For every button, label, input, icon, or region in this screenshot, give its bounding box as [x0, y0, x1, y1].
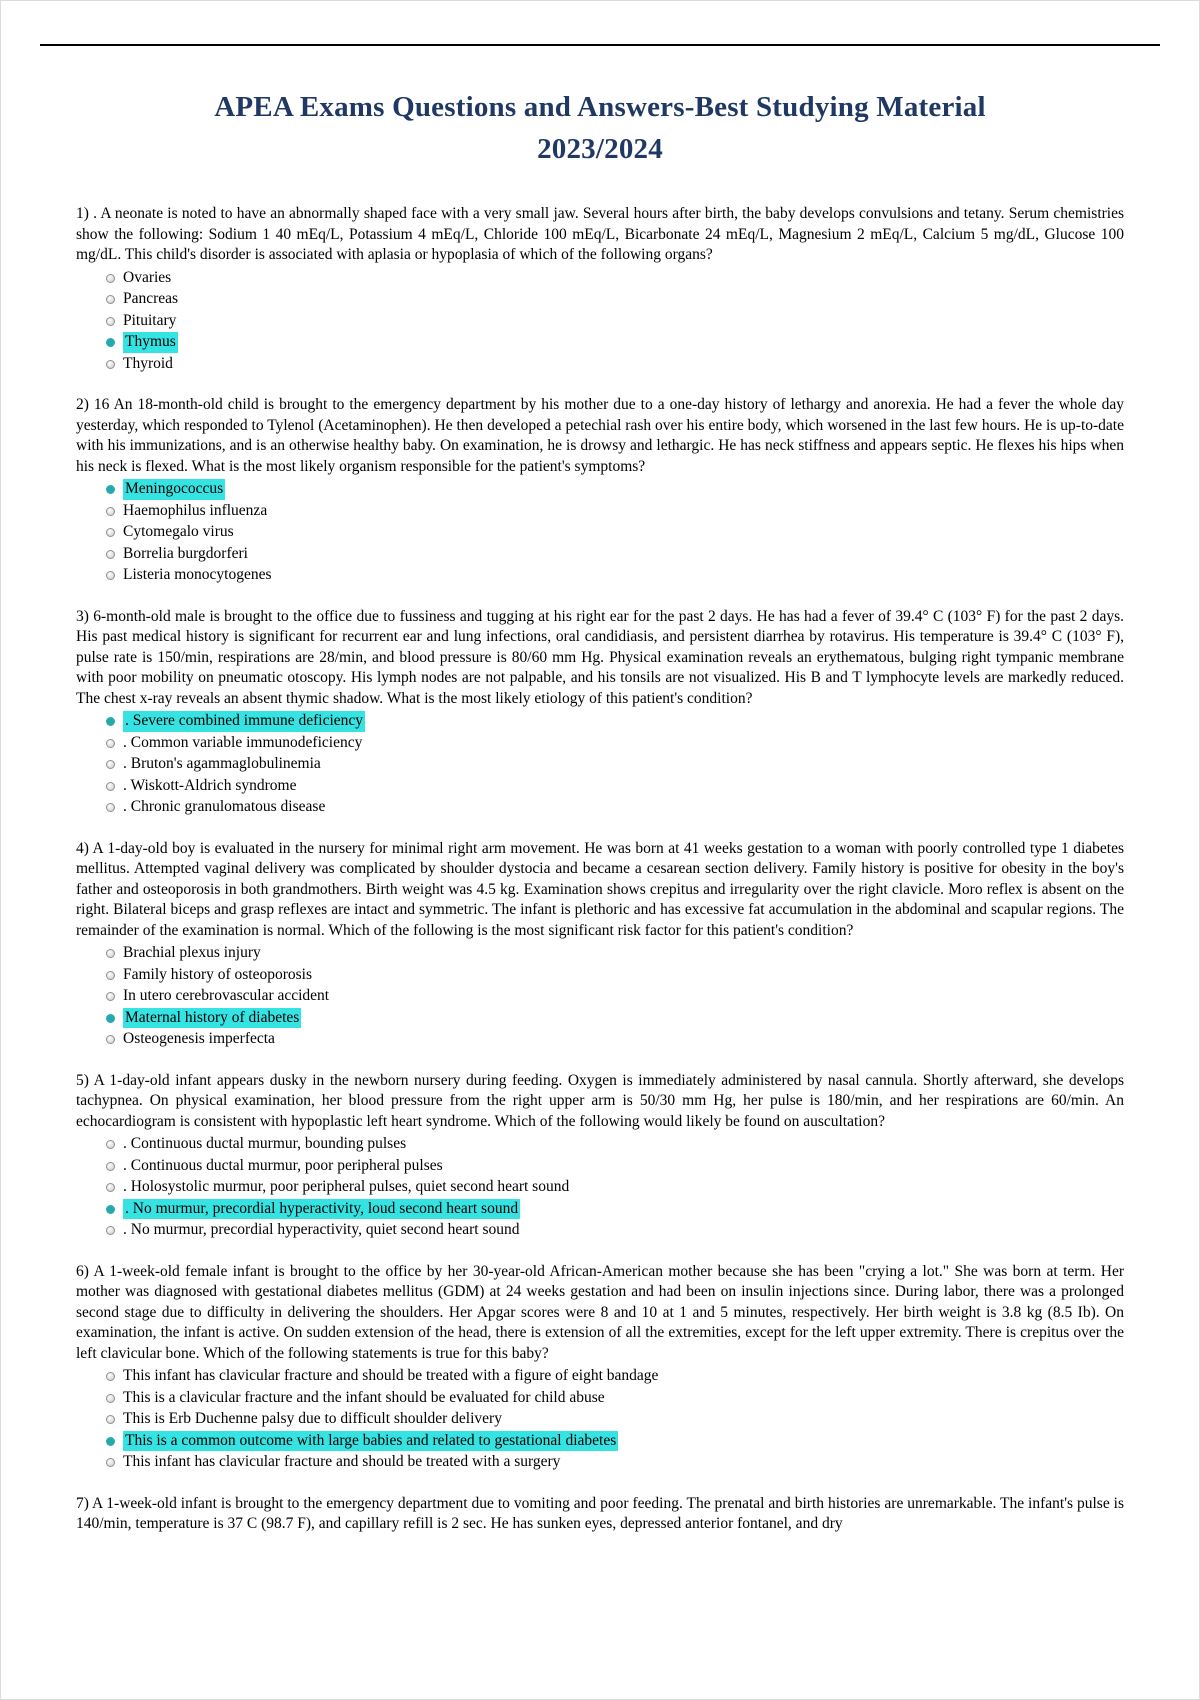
question-text: 5) A 1-day-old infant appears dusky in the newborn nursery during feeding. Oxygen is immediately administered by nasal cannula. Shortly afterward, she develops tachypnea. On physical examination, her blood pressure from the right upper arm is 50/30 mm Hg, her pulse is 180/min, and her respirations are 60/min. An echocardiogram is consistent with hypoplastic left heart syndrome. Which of the following would likely be found on auscultation?: [76, 1071, 1124, 1130]
answer-option[interactable]: [76, 1029, 1124, 1050]
question-text: 1) . A neonate is noted to have an abnormally shaped face with a very small jaw. Several hours after birth, the baby develops convulsions and tetany. Serum chemistries show the following: Sodium 1 40 mEq/L, Potassium 4 mEq/L, Chloride 100 mEq/L, Bicarbonate 24 mEq/L, Magnesium 2 mEq/L, Calcium 5 mg/dL, Glucose 100 mg/dL. This child's disorder is associated with aplasia or hypoplasia of which of the following organs?: [76, 205, 1124, 264]
radio-button-icon[interactable]: [106, 1140, 115, 1149]
answer-option[interactable]: [76, 965, 1124, 986]
options-list: [76, 268, 1124, 375]
radio-button-icon[interactable]: [106, 1183, 115, 1192]
answer-option[interactable]: [76, 354, 1124, 375]
question-block: [76, 839, 1124, 1050]
answer-option[interactable]: [76, 1409, 1124, 1430]
question-block: [76, 1262, 1124, 1473]
option-label: . Severe combined immune deficiency: [123, 711, 365, 732]
answer-option[interactable]: [76, 1199, 1124, 1220]
radio-button-icon[interactable]: [106, 992, 115, 1001]
radio-button-icon[interactable]: [106, 485, 115, 494]
answer-option[interactable]: [76, 776, 1124, 797]
answer-option[interactable]: [76, 797, 1124, 818]
question-block: [76, 1071, 1124, 1241]
radio-button-icon[interactable]: [106, 1035, 115, 1044]
radio-button-icon[interactable]: [106, 1162, 115, 1171]
radio-button-icon[interactable]: [106, 1226, 115, 1235]
answer-option[interactable]: [76, 986, 1124, 1007]
option-label: . Wiskott-Aldrich syndrome: [123, 776, 297, 794]
radio-button-icon[interactable]: [106, 1014, 115, 1023]
radio-button-icon[interactable]: [106, 550, 115, 559]
answer-option[interactable]: [76, 1366, 1124, 1387]
option-label: This is a clavicular fracture and the infant should be evaluated for child abuse: [123, 1388, 605, 1406]
option-label: Listeria monocytogenes: [123, 566, 272, 584]
questions-container: [76, 204, 1124, 1535]
question-block: [76, 1494, 1124, 1535]
options-list: [76, 711, 1124, 818]
option-label: Meningococcus: [123, 479, 225, 500]
question-block: [76, 395, 1124, 586]
answer-option[interactable]: [76, 311, 1124, 332]
answer-option[interactable]: [76, 943, 1124, 964]
option-label: Haemophilus influenza: [123, 501, 268, 519]
question-block: [76, 204, 1124, 374]
option-label: . No murmur, precordial hyperactivity, quiet second heart sound: [123, 1221, 520, 1239]
option-label: Brachial plexus injury: [123, 944, 261, 962]
answer-option[interactable]: [76, 1156, 1124, 1177]
question-text: 4) A 1-day-old boy is evaluated in the nursery for minimal right arm movement. He was born at 41 weeks gestation to a woman with poorly controlled type 1 diabetes mellitus. Attempted vaginal delivery was complicated by shoulder dystocia and became a cesarean section delivery. Family history is positive for obesity in the boy's father and osteoporosis in both grandmothers. Birth weight was 4.5 kg. Examination shows crepitus and irregularity over the right clavicle. Moro reflex is absent on the right. Bilateral biceps and grasp reflexes are intact and symmetric. The infant is plethoric and has excessive fat accumulation in the abdominal and scapular regions. The remainder of the examination is normal. Which of the following is the most significant risk factor for this patient's condition?: [76, 839, 1124, 939]
radio-button-icon[interactable]: [106, 782, 115, 791]
answer-option[interactable]: [76, 1388, 1124, 1409]
option-label: Thyroid: [123, 354, 173, 372]
option-label: Cytomegalo virus: [123, 523, 234, 541]
option-label: Pancreas: [123, 290, 179, 308]
option-label: . Chronic granulomatous disease: [123, 798, 326, 816]
answer-option[interactable]: [76, 565, 1124, 586]
answer-option[interactable]: [76, 501, 1124, 522]
answer-option[interactable]: [76, 1452, 1124, 1473]
option-label: Osteogenesis imperfecta: [123, 1030, 275, 1048]
question-text: 3) 6-month-old male is brought to the office due to fussiness and tugging at his right ear for the past 2 days. He has had a fever of 39.4° C (103° F) for the past 2 days. His past medical history is significant for recurrent ear and lung infections, oral candidiasis, and persistent diarrhea by rotavirus. His temperature is 39.4° C (103° F), pulse rate is 150/min, respirations are 28/min, and blood pressure is 80/60 mm Hg. Physical examination reveals an erythematous, bulging right tympanic membrane with poor mobility on pneumatic otoscopy. His lymph nodes are not palpable, and his tonsils are not visualized. His B and T lymphocyte levels are markedly reduced. The chest x-ray reveals an absent thymic shadow. What is the most likely etiology of this patient's condition?: [76, 607, 1124, 707]
radio-button-icon[interactable]: [106, 274, 115, 283]
option-label: Thymus: [123, 332, 178, 353]
option-label: This is Erb Duchenne palsy due to difficult shoulder delivery: [123, 1410, 502, 1428]
option-label: . Common variable immunodeficiency: [123, 733, 363, 751]
radio-button-icon[interactable]: [106, 717, 115, 726]
option-label: This infant has clavicular fracture and should be treated with a figure of eight bandage: [123, 1367, 659, 1385]
title-line-2: 2023/2024: [537, 133, 663, 166]
answer-option[interactable]: [76, 711, 1124, 732]
option-label: . No murmur, precordial hyperactivity, loud second heart sound: [123, 1199, 520, 1220]
answer-option[interactable]: [76, 754, 1124, 775]
radio-button-icon[interactable]: [106, 295, 115, 304]
radio-button-icon[interactable]: [106, 528, 115, 537]
radio-button-icon[interactable]: [106, 949, 115, 958]
answer-option[interactable]: [76, 1431, 1124, 1452]
option-label: Family history of osteoporosis: [123, 965, 313, 983]
option-label: This is a common outcome with large babies and related to gestational diabetes: [123, 1431, 618, 1452]
answer-option[interactable]: [76, 332, 1124, 353]
option-label: This infant has clavicular fracture and should be treated with a surgery: [123, 1453, 561, 1471]
answer-option[interactable]: [76, 1008, 1124, 1029]
radio-button-icon[interactable]: [106, 971, 115, 980]
answer-option[interactable]: [76, 1177, 1124, 1198]
radio-button-icon[interactable]: [106, 803, 115, 812]
radio-button-icon[interactable]: [106, 507, 115, 516]
options-list: [76, 479, 1124, 586]
radio-button-icon[interactable]: [106, 739, 115, 748]
radio-button-icon[interactable]: [106, 1458, 115, 1467]
option-label: Ovaries: [123, 268, 172, 286]
radio-button-icon[interactable]: [106, 360, 115, 369]
options-list: [76, 943, 1124, 1050]
options-list: [76, 1134, 1124, 1241]
question-block: [76, 607, 1124, 818]
radio-button-icon[interactable]: [106, 1437, 115, 1446]
options-list: [76, 1366, 1124, 1473]
radio-button-icon[interactable]: [106, 1205, 115, 1214]
radio-button-icon[interactable]: [106, 317, 115, 326]
option-label: . Holosystolic murmur, poor peripheral pulses, quiet second heart sound: [123, 1178, 570, 1196]
title-line-1: APEA Exams Questions and Answers-Best Studying Material: [214, 91, 986, 123]
question-text: 7) A 1-week-old infant is brought to the emergency department due to vomiting and poor feeding. The prenatal and birth histories are unremarkable. The infant's pulse is 140/min, temperature is 37 C (98.7 F), and capillary refill is 2 sec. He has sunken eyes, depressed anterior fontanel, and dry: [76, 1494, 1124, 1533]
answer-option[interactable]: [76, 522, 1124, 543]
radio-button-icon[interactable]: [106, 1394, 115, 1403]
radio-button-icon[interactable]: [106, 1372, 115, 1381]
answer-option[interactable]: [76, 544, 1124, 565]
radio-button-icon[interactable]: [106, 571, 115, 580]
header-rule: [40, 44, 1160, 46]
option-label: Borrelia burgdorferi: [123, 544, 248, 562]
option-label: . Bruton's agammaglobulinemia: [123, 755, 321, 773]
answer-option[interactable]: [76, 268, 1124, 289]
radio-button-icon[interactable]: [106, 338, 115, 347]
option-label: . Continuous ductal murmur, poor peripheral pulses: [123, 1156, 443, 1174]
option-label: In utero cerebrovascular accident: [123, 987, 330, 1005]
question-text: 6) A 1-week-old female infant is brought to the office by her 30-year-old African-American mother because she has been "crying a lot." She was born at term. Her mother was diagnosed with gestational diabetes mellitus (GDM) at 24 weeks gestation and had been on insulin injections since. During labor, there was a prolonged second stage due to difficulty in delivering the shoulders. Her Apgar scores were 8 and 10 at 1 and 5 minutes, respectively. Her birth weight is 3.8 kg (8.5 Ib). On examination, the infant is active. On sudden extension of the head, there is extension of all the extremities, except for the left upper extremity. There is crepitus over the left clavicular bone. Which of the following statements is true for this baby?: [76, 1262, 1124, 1362]
radio-button-icon[interactable]: [106, 1415, 115, 1424]
option-label: Maternal history of diabetes: [123, 1008, 301, 1029]
answer-option[interactable]: [76, 289, 1124, 310]
radio-button-icon[interactable]: [106, 760, 115, 769]
answer-option[interactable]: [76, 733, 1124, 754]
page-title: [90, 86, 1110, 170]
answer-option[interactable]: [76, 479, 1124, 500]
option-label: Pituitary: [123, 311, 177, 329]
answer-option[interactable]: [76, 1220, 1124, 1241]
answer-option[interactable]: [76, 1134, 1124, 1155]
question-text: 2) 16 An 18-month-old child is brought to the emergency department by his mother due to a one-day history of lethargy and anorexia. He had a fever the whole day yesterday, which responded to Tylenol (Acetaminophen). He then developed a petechial rash over his entire body, which worsened in the last few hours. He is up-to-date with his immunizations, and is an otherwise healthy baby. On examination, he is drowsy and lethargic. He has neck stiffness and appears septic. He flexes his hips when his neck is flexed. What is the most likely organism responsible for the patient's symptoms?: [76, 396, 1124, 475]
option-label: . Continuous ductal murmur, bounding pulses: [123, 1135, 407, 1153]
